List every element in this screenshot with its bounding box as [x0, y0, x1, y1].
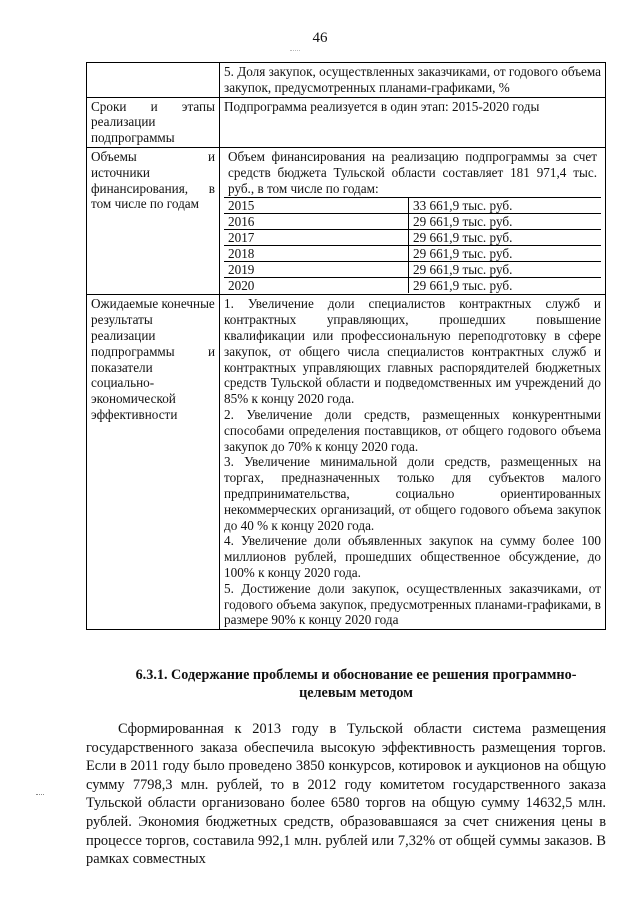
- amount: 29 661,9 тыс. руб.: [409, 214, 602, 230]
- row-label: Ожидаемые конечные результаты реализации подпрограммы и показатели социально-экономической эффективности: [87, 295, 220, 630]
- result-item: 3. Увеличение минимальной доли средств, размещенных на торгах, предназначенных только для субъектов малого предпринимательства, социально ориентированных некоммерческих организаций, от общего годового объема закупок до 40 % к концу 2020 года.: [224, 454, 601, 533]
- years-table: [224, 197, 601, 293]
- label-line: Объемы и: [91, 148, 215, 164]
- label-line: финансирования, в: [91, 180, 215, 196]
- amount: 29 661,9 тыс. руб.: [409, 230, 602, 246]
- year-row: [224, 198, 601, 214]
- label-line: подпрограммы и: [91, 343, 215, 359]
- amount: 29 661,9 тыс. руб.: [409, 262, 602, 278]
- year-row: [224, 230, 601, 246]
- passport-table: [86, 62, 606, 630]
- amount: 33 661,9 тыс. руб.: [409, 198, 602, 214]
- result-item: 4. Увеличение доли объявленных закупок на сумму более 100 миллионов рублей, прошедших общественное обсуждение, до 100% к концу 2020 года.: [224, 533, 601, 580]
- financing-text: Объем финансирования на реализацию подпрограммы за счет средств бюджета Тульской области составляет 181 971,4 тыс. руб., в том числе по годам:: [228, 148, 597, 196]
- label-rest: том числе по годам: [91, 196, 199, 212]
- result-item: 5. Достижение доли закупок, осуществленных заказчиками, от годового объема закупок, предусмотренных планами-графиками, в размере 90% к концу 2020 года: [224, 580, 601, 628]
- table-row: [87, 295, 606, 630]
- label-rest: реализации подпрограммы: [91, 114, 175, 146]
- amount: 29 661,9 тыс. руб.: [409, 278, 602, 294]
- table-row: [87, 147, 606, 294]
- year: 2019: [224, 262, 409, 278]
- result-item: 2. Увеличение доли средств, размещенных конкурентными способами определения поставщиков, от общего годового объема закупок до 70% к концу 2020 года.: [224, 406, 601, 454]
- financing-cell: [220, 147, 606, 294]
- results-cell: [220, 295, 606, 630]
- year-row: [224, 214, 601, 230]
- table-row: [87, 63, 606, 98]
- scan-speck: [36, 794, 44, 797]
- section-heading: 6.3.1. Содержание проблемы и обоснование ее решения программно-целевым методом: [135, 667, 577, 701]
- year-row: [224, 246, 601, 262]
- row-label: [87, 97, 220, 147]
- year: 2016: [224, 214, 409, 230]
- row-content: Подпрограмма реализуется в один этап: 2015-2020 годы: [220, 97, 606, 147]
- body-paragraph: Сформированная к 2013 году в Тульской области система размещения государственного заказа обеспечила высокую эффективность размещения торгов. Если в 2011 году было проведено 3850 конкурсов, котировок и аукционов на общую сумму 7798,3 млн. рублей, то в 2012 году комитетом государственного заказа Тульской области организовано более 6580 торгов на общую сумму 14632,5 млн. рублей. Экономия бюджетных средств, образовавшаяся за счет снижения цены в процессе торгов, составила 992,1 млн. рублей или 7,32% от общей суммы заказов. В рамках совместных: [86, 721, 606, 868]
- label-line: Сроки и этапы: [91, 98, 215, 114]
- row-label: Объемы и источники финансирования, в том числе по годам: [87, 147, 220, 294]
- year: 2018: [224, 246, 409, 262]
- page-number: 46: [312, 30, 328, 46]
- table-row: [87, 97, 606, 147]
- year: 2020: [224, 278, 409, 294]
- amount: 29 661,9 тыс. руб.: [409, 246, 602, 262]
- scan-speck: [290, 50, 300, 53]
- year: 2017: [224, 230, 409, 246]
- row-content: 5. Доля закупок, осуществленных заказчиками, от годового объема закупок, предусмотренных планами-графиками, %: [220, 63, 606, 98]
- year-row: [224, 278, 601, 294]
- row-label-empty: [87, 63, 220, 98]
- year-row: [224, 262, 601, 278]
- year: 2015: [224, 198, 409, 214]
- result-item: 1. Увеличение доли специалистов контрактных служб и контрактных управляющих, прошедших повышение квалификации или профессиональную переподготовку в сфере закупок, от общего числа специалистов контрактных служб и контрактных управляющих главных распорядителей бюджетных средств Тульской области и подведомственных им учреждений до 85% к концу 2020 года.: [224, 296, 601, 407]
